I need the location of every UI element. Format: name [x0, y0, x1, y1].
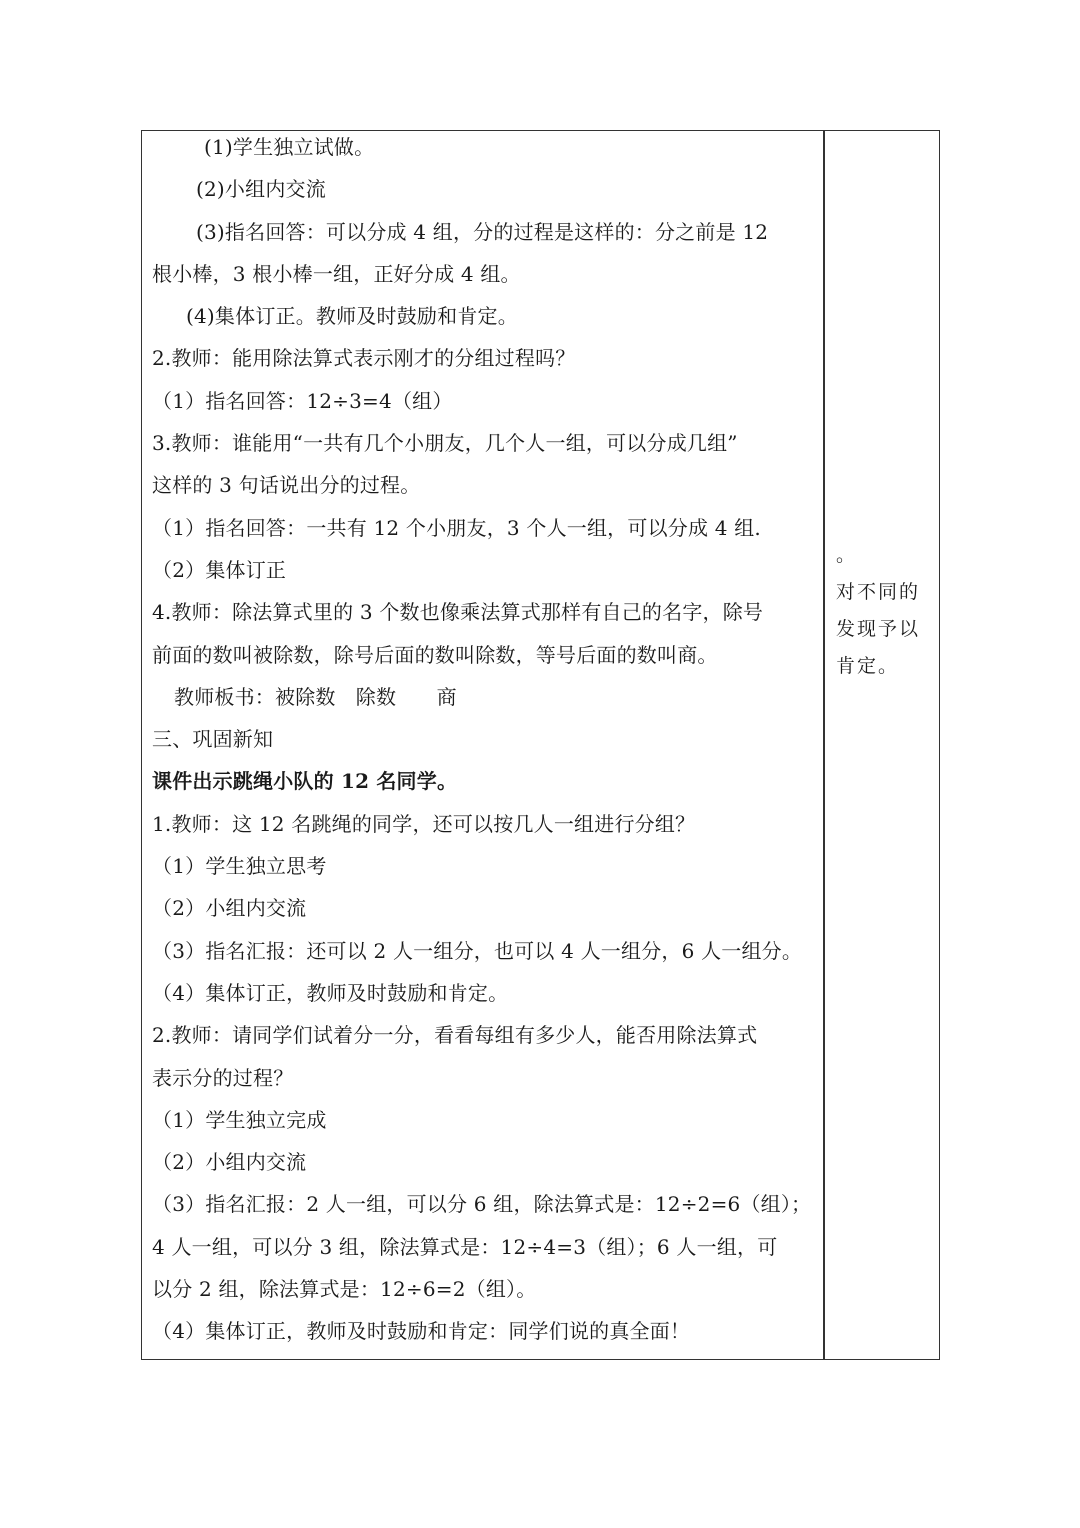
process-line: (1)学生独立试做。: [204, 135, 375, 159]
process-line: 根小棒，3 根小棒一组，正好分成 4 组。: [152, 261, 521, 286]
process-line: (3)指名回答：可以分成 4 组，分的过程是这样的：分之前是 12: [196, 219, 769, 244]
column-divider: [823, 130, 825, 1360]
process-line: 3.教师：谁能用“一共有几个小朋友，几个人一组，可以分成几组”: [152, 431, 738, 456]
note-line: 发现予以: [836, 618, 921, 640]
process-line: （4）集体订正，教师及时鼓励和肯定：同学们说的真全面！: [152, 1319, 691, 1344]
note-line: 对不同的: [836, 581, 921, 603]
teaching-process-column: [152, 126, 822, 1353]
process-line: 1.教师：这 12 名跳绳的同学，还可以按几人一组进行分组？: [152, 811, 696, 836]
note-line: 肯定。: [836, 655, 900, 677]
process-line: 4.教师：除法算式里的 3 个数也像乘法算式那样有自己的名字，除号: [152, 600, 764, 625]
design-notes-column: [836, 537, 936, 685]
process-line: （1）学生独立思考: [152, 854, 327, 879]
process-line: 课件出示跳绳小队的 12 名同学。: [152, 769, 458, 794]
process-line: (2)小组内交流: [196, 177, 326, 202]
process-line: 这样的 3 句话说出分的过程。: [152, 473, 421, 498]
process-line: （4）集体订正，教师及时鼓励和肯定。: [152, 980, 509, 1005]
process-line: 三、巩固新知: [152, 727, 274, 752]
process-line: (4)集体订正。教师及时鼓励和肯定。: [186, 304, 518, 329]
process-line: （2）集体订正: [152, 557, 287, 582]
process-line: （1）指名回答：一共有 12 个小朋友，3 个人一组，可以分成 4 组.: [152, 515, 761, 540]
note-line: 。: [836, 544, 858, 566]
process-line: 表示分的过程？: [152, 1065, 294, 1090]
process-line: 4 人一组，可以分 3 组，除法算式是：12÷4=3（组）；6 人一组，可: [152, 1234, 778, 1259]
process-line: （3）指名汇报：2 人一组，可以分 6 组，除法算式是：12÷2=6（组）；: [152, 1192, 812, 1217]
process-line: （3）指名汇报：还可以 2 人一组分，也可以 4 人一组分，6 人一组分。: [152, 938, 803, 963]
process-line: （2）小组内交流: [152, 1150, 307, 1175]
process-line: 前面的数叫被除数，除号后面的数叫除数，等号后面的数叫商。: [152, 642, 718, 667]
process-line: 教师板书：被除数 除数 商: [174, 684, 457, 709]
process-line: 2.教师：请同学们试着分一分，看看每组有多少人，能否用除法算式: [152, 1023, 758, 1048]
process-line: （1）学生独立完成: [152, 1107, 327, 1132]
process-line: 以分 2 组，除法算式是：12÷6=2（组）。: [152, 1277, 537, 1302]
process-line: （2）小组内交流: [152, 896, 307, 921]
process-line: 2.教师：能用除法算式表示刚才的分组过程吗？: [152, 346, 576, 371]
process-line: （1）指名回答：12÷3=4（组）: [152, 388, 453, 413]
